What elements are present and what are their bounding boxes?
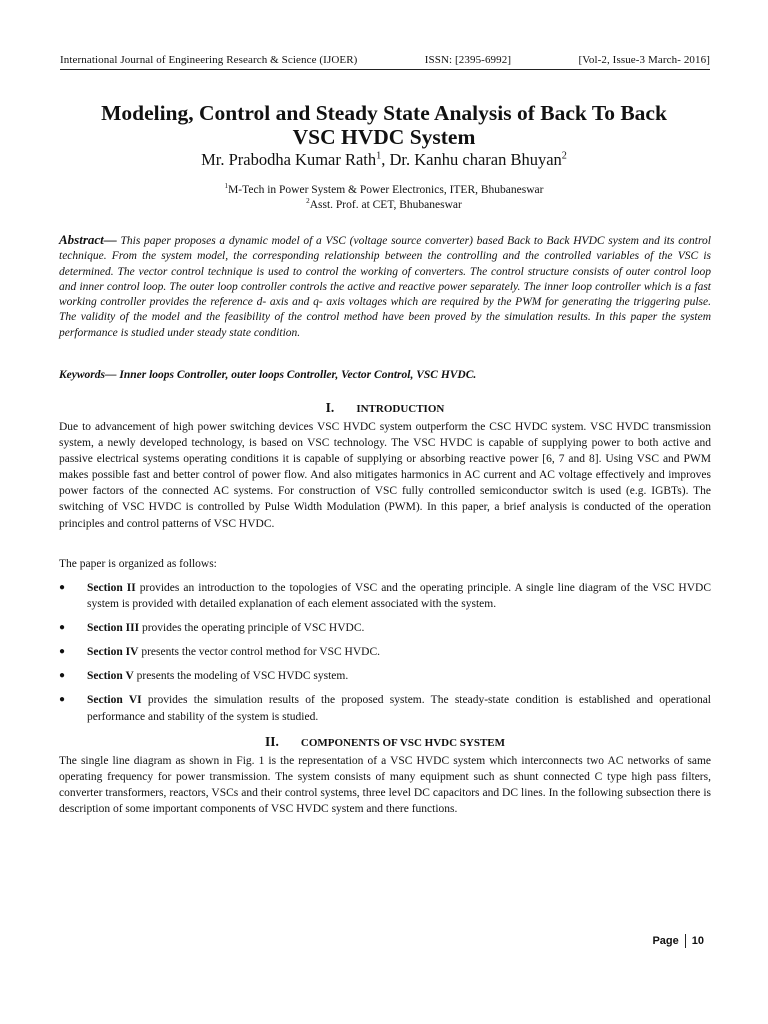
abstract	[59, 232, 711, 341]
abstract-text: This paper proposes a dynamic model of a VSC (voltage source converter) based Back to Back HVDC system and its control technique. From the system model, the corresponding relationship between the controlling and the controlled variables of the VSC is determined. The vector control technique is used to control the working of converters. The control structure consists of outer control loop and inner control loop. The outer loop controller controls the active and reactive power separately. The inner loop controller which is a fast working controller provides the reference d- axis and q- axis voltages which are required by the PWM for generating the triggering pulse. The validity of the model and the feasibility of the control method have been proved by the simulation results. In this paper the system performance is studied under steady state condition.	[59, 235, 711, 339]
issn: ISSN: [2395-6992]	[424, 54, 512, 66]
bullet-dot-icon: ●	[59, 694, 66, 706]
section-title: COMPONENTS OF VSC HVDC SYSTEM	[300, 737, 506, 749]
author-2-sup: 2	[561, 150, 567, 162]
page-number: 10	[691, 935, 704, 947]
keywords: Keywords— Inner loops Controller, outer loops Controller, Vector Control, VSC HVDC.	[59, 369, 477, 381]
list-item: ● Section V presents the modeling of VSC HVDC system.	[59, 668, 711, 684]
author-sep: ,	[381, 150, 390, 169]
affiliation-1: $^1$M-Tech in Power System & Power Electronics, ITER, Bhubaneswar	[224, 182, 544, 196]
author-1: Mr. Prabodha Kumar Rath	[201, 150, 377, 169]
affiliations	[40, 183, 728, 213]
section-list	[59, 580, 711, 733]
list-item: ● Section IV presents the vector control method for VSC HVDC.	[59, 644, 711, 660]
bullet-dot-icon: ●	[59, 582, 66, 593]
bullet-dot-icon: ●	[59, 670, 66, 682]
page-footer	[652, 934, 704, 948]
page-label: Page	[652, 935, 679, 947]
journal-name: International Journal of Engineering Research & Science (IJOER)	[60, 54, 358, 66]
list-item: ● Section VI provides the simulation results of the proposed system. The steady-state condition is established and operational performance and stability of the system is studied.	[59, 692, 711, 724]
list-item: ● Section II provides an introduction to the topologies of VSC and the operating principle. A single line diagram of the VSC HVDC system is provided with detailed explanation of each element associated with the system.	[59, 580, 711, 612]
volume-issue: [Vol-2, Issue-3 March- 2016]	[578, 54, 710, 66]
running-header	[60, 44, 710, 70]
section-title: INTRODUCTION	[356, 403, 445, 415]
author-2: Dr. Kanhu charan Bhuyan	[389, 150, 562, 169]
author-1-sup: 1	[376, 150, 382, 162]
abstract-label: Abstract—	[59, 232, 117, 247]
components-paragraph: The single line diagram as shown in Fig. 1 is the representation of a VSC HVDC system which interconnects two AC networks of same operating frequency for power transmission. The system consists of many equipment such as shunt connected C type high pass filters, converter transformers, reactors, VSCs and their control systems, three level DC capacitors and DC lines. In the following subsection there is description of some important components of VSC HVDC system and there functions.	[59, 755, 711, 816]
intro-paragraph: Due to advancement of high power switching devices VSC HVDC system outperform the CSC HVDC system. VSC HVDC transmission system, a newly developed technology, is based on VSC technology. The VSC HVDC is capable of supplying power to both active and passive electrical systems operating conditions it is capable of supplying or absorbing reactive power [6, 7 and 8]. Using VSC and PWM makes possible fast and better control of power flow. And also mitigates harmonics in AC current and AC voltage effectively and improves power factors of the connected AC systems. For construction of VSC fully controlled semiconductor switch is used (e.g. IGBTs). The switching of VSC HVDC is controlled by Pulse Width Modulation (PWM). In this paper, a brief analysis is conducted of the operation principles and control patterns of VSC HVDC.	[59, 421, 711, 530]
bullet-dot-icon: ●	[59, 646, 66, 658]
list-item: ● Section III provides the operating principle of VSC HVDC.	[59, 620, 711, 636]
section-number: I.	[325, 400, 335, 415]
title-line-1: Modeling, Control and Steady State Analysis of Back To Back	[101, 101, 667, 125]
bullet-dot-icon: ●	[59, 622, 66, 634]
footer-divider	[685, 934, 686, 948]
paper-title	[40, 101, 728, 149]
section-heading-components	[59, 734, 711, 750]
title-line-2: VSC HVDC System	[292, 125, 476, 149]
section-number: II.	[264, 734, 279, 749]
section-heading-introduction	[59, 400, 711, 416]
organization-lead: The paper is organized as follows:	[59, 558, 217, 570]
author-list	[40, 150, 728, 170]
affiliation-2: $^2$Asst. Prof. at CET, Bhubaneswar	[306, 197, 462, 211]
